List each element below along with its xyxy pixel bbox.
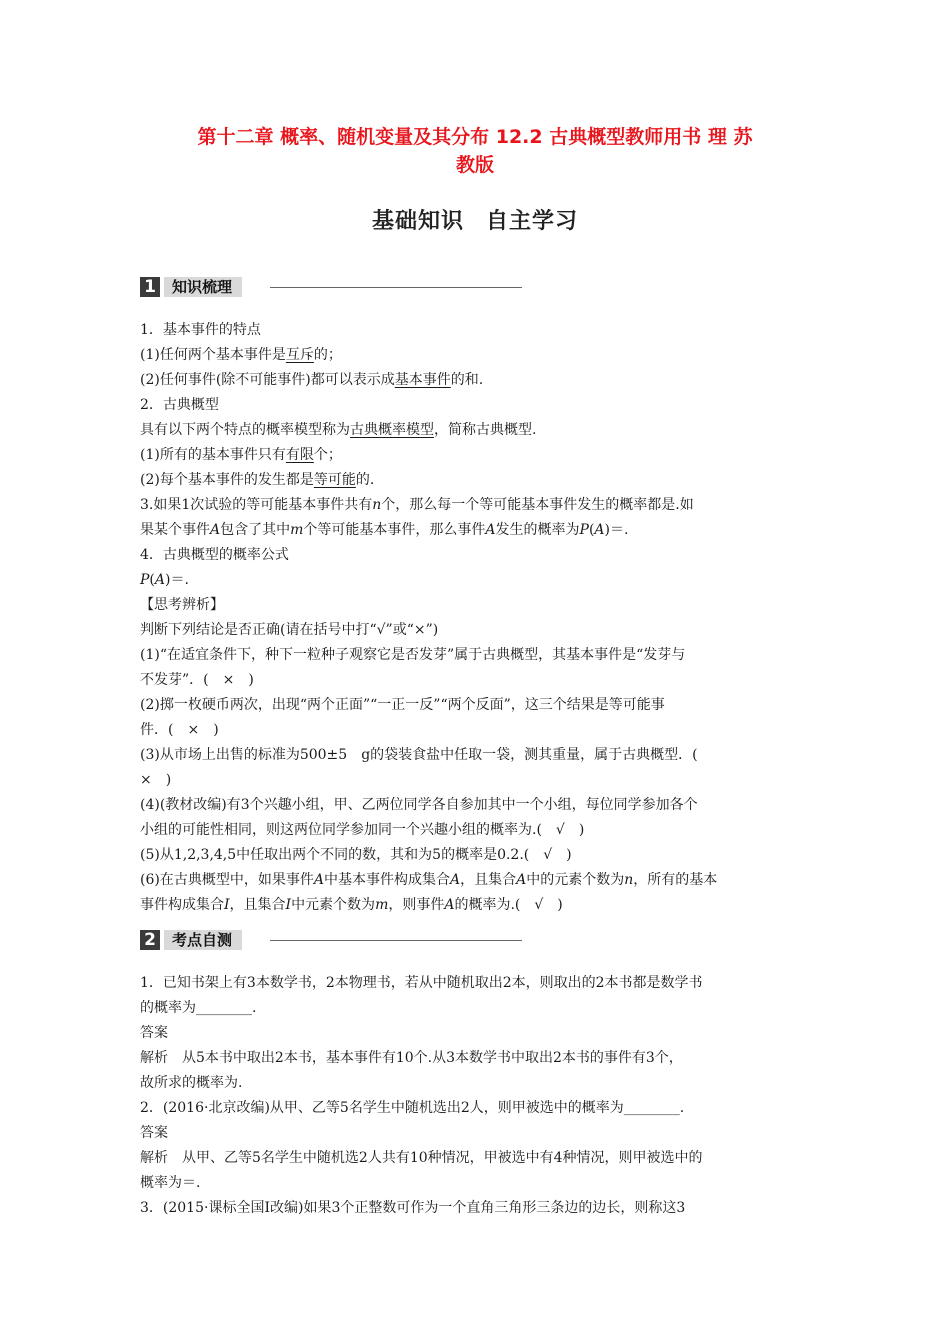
text-line: (5)从1,2,3,4,5中任取出两个不同的数，其和为5的概率是0.2.( √ ): [140, 847, 572, 863]
title-line-2: 教版: [455, 154, 494, 176]
question-line: 的概率为________.: [140, 1000, 257, 1016]
text-line: 小组的可能性相同，则这两位同学参加同一个兴趣小组的概率为.( √ ): [140, 822, 585, 838]
text-line: (2)任何事件(除不可能事件)都可以表示成基本事件的和.: [140, 372, 484, 388]
underlined-answer: 互斥: [285, 347, 314, 363]
subtitle-right: 自主学习: [486, 209, 579, 234]
text-line: (2)每个基本事件的发生都是等可能的.: [140, 472, 375, 488]
text-line: 事件构成集合I，且集合I中元素个数为m，则事件A的概率为.( √ ): [140, 897, 563, 913]
text-line: 4．古典概型的概率公式: [140, 547, 289, 563]
text-line: P(A)＝.: [140, 572, 189, 588]
question-line: 1．已知书架上有3本数学书，2本物理书，若从中随机取出2本，则取出的2本书都是数学书: [140, 975, 703, 991]
section-number: 2: [140, 930, 160, 950]
knowledge-content: [140, 318, 812, 918]
section-subtitle: [140, 204, 810, 235]
text-line: 果某个事件A包含了其中m个等可能基本事件，那么事件A发生的概率为P(A)＝.: [140, 522, 629, 538]
text-line: 2．古典概型: [140, 397, 219, 413]
section-label: 知识梳理: [164, 277, 242, 297]
explanation-line: 故所求的概率为.: [140, 1075, 243, 1091]
explanation-line: 解析 从甲、乙等5名学生中随机选2人共有10种情况，甲被选中有4种情况，则甲被选中的: [140, 1150, 703, 1166]
text-line: 具有以下两个特点的概率模型称为古典概率模型，简称古典概型.: [140, 422, 537, 438]
self-test-content: [140, 971, 812, 1221]
explanation-line: 概率为＝.: [140, 1175, 201, 1191]
text-line: (4)(教材改编)有3个兴趣小组，甲、乙两位同学各自参加其中一个小组，每位同学参加各个: [140, 797, 698, 813]
underlined-answer: 古典概率模型: [350, 422, 434, 438]
text-line: 1．基本事件的特点: [140, 322, 261, 338]
subtitle-left: 基础知识: [371, 209, 464, 234]
answer-label: 答案: [140, 1125, 168, 1141]
document-title: [140, 123, 810, 179]
section-divider: [270, 287, 522, 288]
underlined-answer: 有限: [285, 447, 314, 463]
answer-label: 答案: [140, 1025, 168, 1041]
section-header-self-test: [140, 930, 522, 950]
question-line: 3．(2015·课标全国Ⅰ改编)如果3个正整数可作为一个直角三角形三条边的边长，则称这3: [140, 1200, 686, 1216]
section-number: 1: [140, 277, 160, 297]
text-line: (1)“在适宜条件下，种下一粒种子观察它是否发芽”属于古典概型，其基本事件是“发芽与: [140, 647, 686, 663]
section-label: 考点自测: [164, 930, 242, 950]
underlined-answer: 等可能: [313, 472, 356, 488]
title-line-1: 第十二章 概率、随机变量及其分布 12.2 古典概型教师用书 理 苏: [197, 126, 753, 148]
text-line: 【思考辨析】: [140, 597, 224, 613]
section-header-knowledge: [140, 277, 522, 297]
explanation-line: 解析 从5本书中取出2本书，基本事件有10个.从3本数学书中取出2本书的事件有3个，: [140, 1050, 683, 1066]
text-line: (1)任何两个基本事件是互斥的；: [140, 347, 342, 363]
question-line: 2．(2016·北京改编)从甲、乙等5名学生中随机选出2人，则甲被选中的概率为________.: [140, 1100, 685, 1116]
text-line: (2)掷一枚硬币两次，出现“两个正面”“一正一反”“两个反面”，这三个结果是等可能事: [140, 697, 665, 713]
text-line: 3.如果1次试验的等可能基本事件共有n个，那么每一个等可能基本事件发生的概率都是.如: [140, 497, 694, 513]
text-line: 判断下列结论是否正确(请在括号中打“√”或“×”): [140, 622, 439, 638]
text-line: 件．( × ): [140, 722, 219, 738]
text-line: (3)从市场上出售的标准为500±5 g的袋装食盐中任取一袋，测其重量，属于古典概型．(: [140, 747, 698, 763]
text-line: × ): [140, 772, 172, 788]
underlined-answer: 基本事件: [394, 372, 451, 388]
section-divider: [270, 940, 522, 941]
text-line: (1)所有的基本事件只有有限个；: [140, 447, 342, 463]
text-line: 不发芽”．( × ): [140, 672, 254, 688]
text-line: (6)在古典概型中，如果事件A中基本事件构成集合A，且集合A中的元素个数为n，所有的基本: [140, 872, 718, 888]
